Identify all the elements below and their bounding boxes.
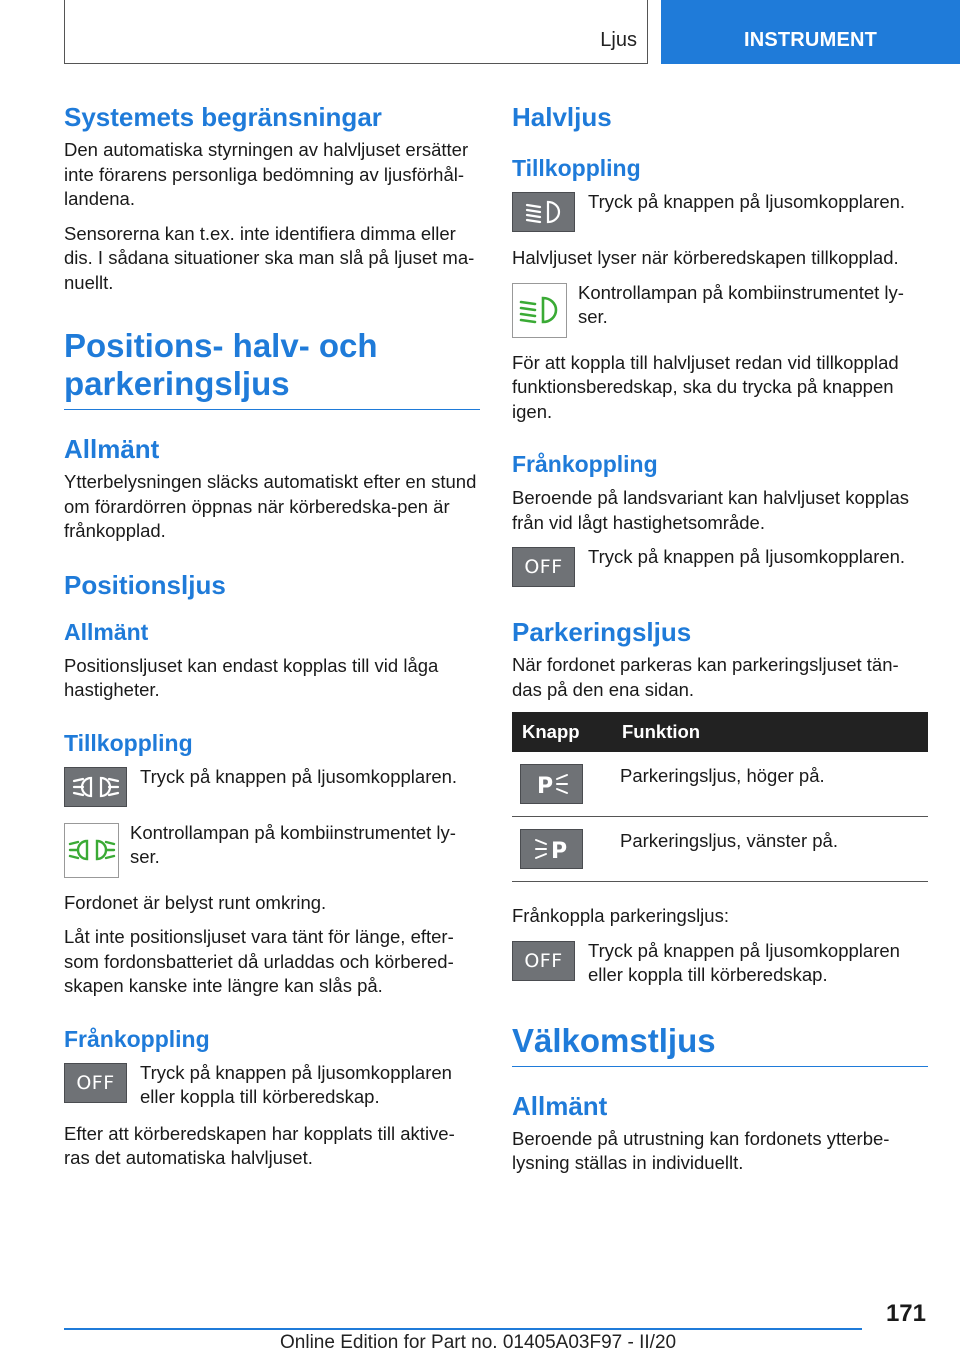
paragraph: Efter att körberedskapen har kopplats till aktive-ras det automatiska halvljuset. <box>64 1122 455 1168</box>
table-cell: Parkeringsljus, höger på. <box>612 752 928 817</box>
paragraph: Beroende på utrustning kan fordonets ytterbe-lysning ställas in individuellt. <box>512 1127 890 1173</box>
header-section-box <box>64 0 648 64</box>
paragraph: Positionsljuset kan endast kopplas till vid låga hastigheter. <box>64 654 439 700</box>
position-on-instruction <box>64 765 480 809</box>
chapter-tab[interactable]: INSTRUMENT <box>661 0 960 64</box>
parking-right-button-icon <box>520 764 583 804</box>
heading-system-limits: Systemets begränsningar <box>64 102 382 132</box>
position-light-button-icon <box>64 767 127 807</box>
paragraph: Sensorerna kan t.ex. inte identifiera dimma eller dis. I sådana situationer ska man slå på ljuset ma-nuellt. <box>64 222 475 293</box>
paragraph: Fordonet är belyst runt omkring. <box>64 891 327 913</box>
heading-low-beam-off: Frånkoppling <box>512 451 658 477</box>
low-off-instruction <box>512 545 928 589</box>
heading-parking-lights: Parkeringsljus <box>512 617 692 647</box>
instruction-text: Tryck på knappen på ljusomkopplaren. <box>140 765 458 787</box>
off-button-icon: OFF <box>512 547 575 587</box>
low-lamp-instruction <box>512 281 928 339</box>
low-beam-button-icon <box>512 192 575 232</box>
table-header-function: Funktion <box>612 712 928 752</box>
heading-position-on: Tillkoppling <box>64 729 193 756</box>
heading-general: Allmänt <box>64 434 160 464</box>
heading-welcome-light: Välkomstljus <box>512 1022 928 1067</box>
paragraph: Halvljuset lyser när körberedskapen tillkopplad. <box>512 247 899 268</box>
paragraph: Den automatiska styrningen av halvljuset ersätter inte förarens personliga bedömning av ljusförhål-landena. <box>64 139 469 209</box>
instruction-text: Tryck på knappen på ljusomkopplaren eller koppla till körberedskap. <box>588 939 900 985</box>
footer-divider <box>64 1328 862 1330</box>
table-header-button: Knapp <box>512 712 612 752</box>
heading-position-general: Allmänt <box>64 618 149 645</box>
paragraph: När fordonet parkeras kan parkeringsljuset tän-das på den ena sidan. <box>512 654 899 700</box>
paragraph: Beroende på landsvariant kan halvljuset kopplas från vid lågt hastighetsområde. <box>512 487 909 533</box>
right-column <box>512 100 928 1186</box>
low-beam-indicator-lamp-icon <box>512 283 567 338</box>
heading-position-off: Frånkoppling <box>64 1025 210 1052</box>
table-row <box>512 752 928 817</box>
position-indicator-lamp-icon <box>64 823 119 878</box>
position-off-instruction <box>64 1061 480 1110</box>
paragraph: Ytterbelysningen släcks automatiskt efter en stund om förardörren öppnas när körberedska-pen är frånkopplad. <box>64 471 477 541</box>
parking-left-button-icon <box>520 829 583 869</box>
svg-text:P: P <box>550 839 567 862</box>
paragraph: Frånkoppla parkeringsljus: <box>512 905 729 926</box>
svg-text:P: P <box>536 774 553 797</box>
low-on-instruction <box>512 190 928 234</box>
instruction-text: Kontrollampan på kombiinstrumentet ly-ser. <box>578 281 904 327</box>
instruction-text: Tryck på knappen på ljusomkopplaren. <box>588 546 906 567</box>
left-column <box>64 100 480 1181</box>
paragraph: För att koppla till halvljuset redan vid tillkopplad funktionsberedskap, ska du trycka på knappen igen. <box>512 351 899 422</box>
footer-edition[interactable]: Online Edition for Part no. 01405A03F97 - II/20 <box>280 1332 677 1353</box>
section-title: Ljus <box>600 29 637 51</box>
heading-position-lights: Positionsljus <box>64 569 226 600</box>
position-lamp-instruction <box>64 821 480 879</box>
heading-low-beam-on: Tillkoppling <box>512 155 641 181</box>
heading-low-beam: Halvljus <box>512 102 612 132</box>
heading-welcome-general: Allmänt <box>512 1090 608 1121</box>
park-off-instruction <box>512 939 928 988</box>
instruction-text: Tryck på knappen på ljusomkopplaren. <box>588 191 906 212</box>
off-button-icon: OFF <box>64 1063 127 1103</box>
instruction-text: Tryck på knappen på ljusomkopplaren eller koppla till körberedskap. <box>140 1061 452 1107</box>
parking-light-table <box>512 712 928 882</box>
table-cell: Parkeringsljus, vänster på. <box>612 817 928 882</box>
instruction-text: Kontrollampan på kombiinstrumentet ly-ser. <box>130 821 456 867</box>
off-button-icon: OFF <box>512 941 575 981</box>
heading-position-low-parking-lights: Positions- halv- och parkeringsljus <box>64 327 480 410</box>
page-number: 171 <box>885 1300 926 1327</box>
table-row <box>512 817 928 882</box>
paragraph: Låt inte positionsljuset vara tänt för länge, efter-som fordonsbatteriet då urladdas och körbered-skapen kanske inte längre kan slås på. <box>64 926 454 996</box>
